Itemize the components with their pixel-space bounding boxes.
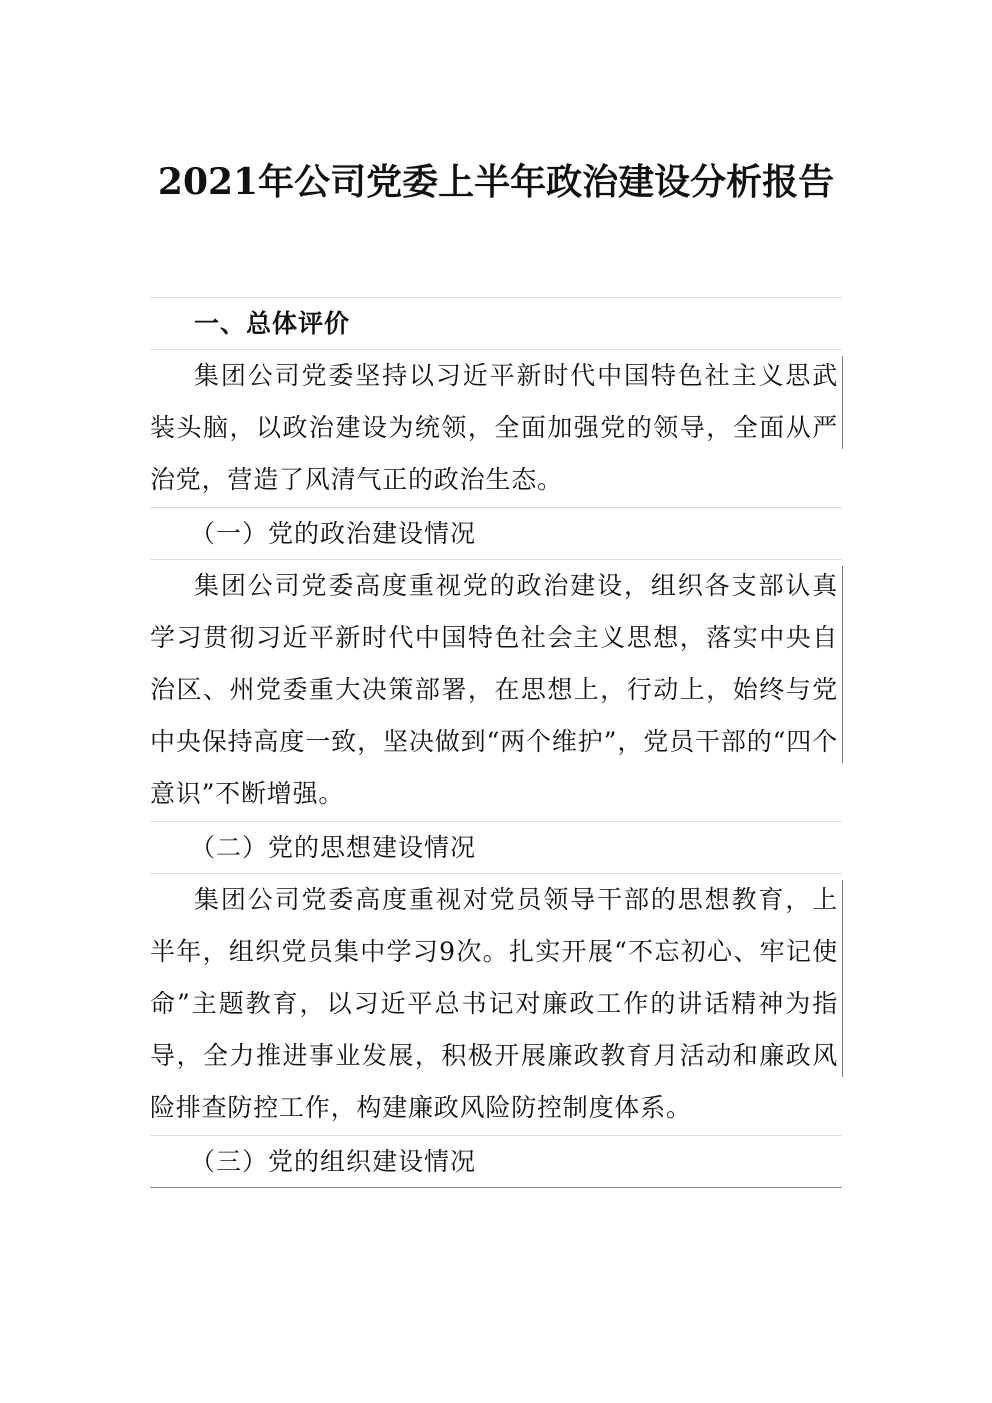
subheading-political-construction: （一）党的政治建设情况 <box>150 508 842 560</box>
paragraph-ideological-construction <box>150 874 842 1136</box>
document-body <box>150 297 842 1188</box>
paragraph-political-construction <box>150 560 842 822</box>
subheading-organizational-construction: （三）党的组织建设情况 <box>150 1136 842 1188</box>
document-title: 2021年公司党委上半年政治建设分析报告 <box>157 161 835 203</box>
paragraph-overall-evaluation <box>150 350 842 508</box>
paragraph-text: 集团公司党委高度重视对党员领导干部的思想教育，上半年，组织党员集中学习9次。扎实开展“不忘初心、牢记使命”主题教育，以习近平总书记对廉政工作的讲话精神为指导，全力推进事业发展，积极开展廉政教育月活动和廉政风险排查防控工作，构建廉政风险防控制度体系。 <box>150 884 838 1123</box>
subheading-ideological-construction: （二）党的思想建设情况 <box>150 822 842 874</box>
section-heading-overall-evaluation: 一、总体评价 <box>150 298 842 350</box>
right-edge-marker <box>842 356 843 449</box>
right-edge-marker <box>842 880 843 1077</box>
paragraph-text: 集团公司党委坚持以习近平新时代中国特色社主义思武装头脑，以政治建设为统领，全面加强党的领导，全面从严治党，营造了风清气正的政治生态。 <box>150 361 838 495</box>
paragraph-text: 集团公司党委高度重视党的政治建设，组织各支部认真学习贯彻习近平新时代中国特色社会主义思想，落实中央自治区、州党委重大决策部署，在思想上，行动上，始终与党中央保持高度一致，坚决做到“两个维护”，党员干部的“四个意识”不断增强。 <box>150 570 838 809</box>
right-edge-marker <box>842 566 843 763</box>
